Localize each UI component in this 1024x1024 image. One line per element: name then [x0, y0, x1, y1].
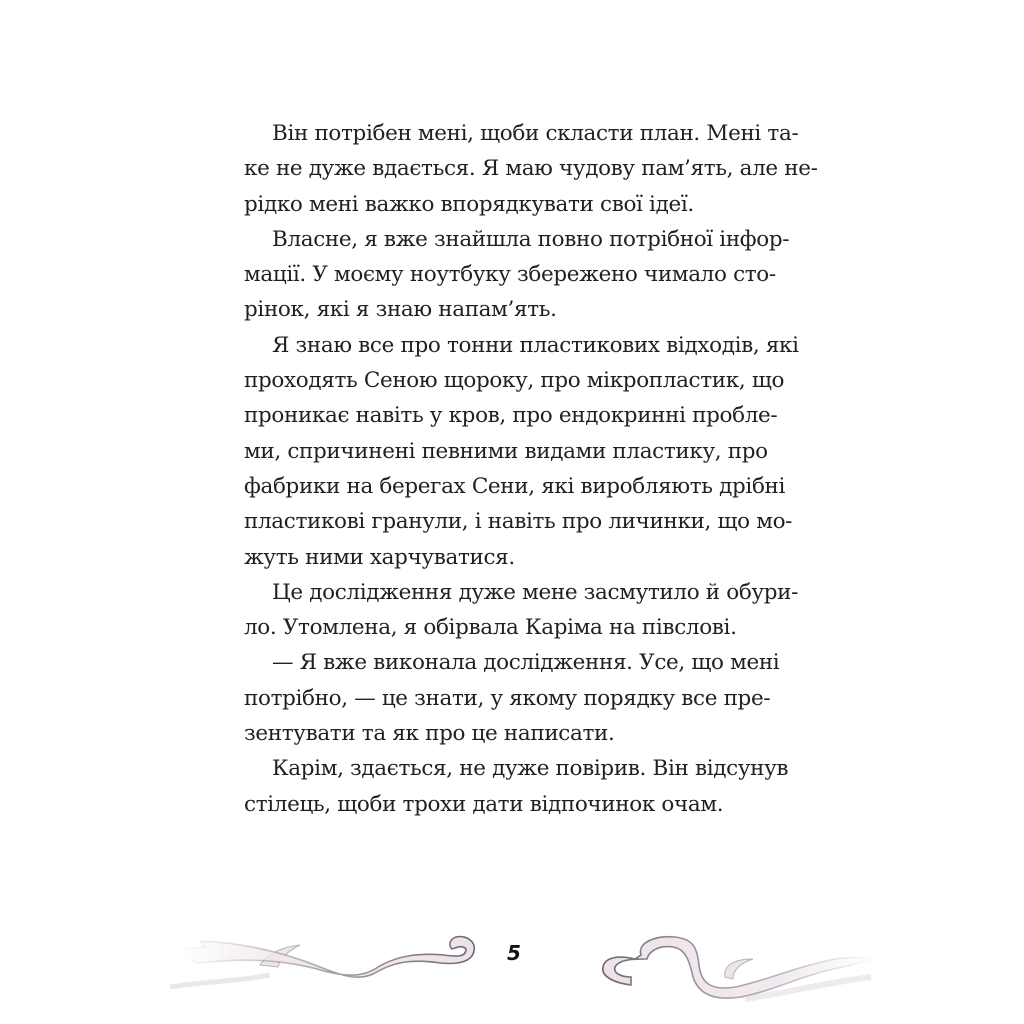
text-line: Він потрібен мені, щоби скласти план. Мені та-	[272, 121, 799, 146]
ribbon-swirl-right-icon	[575, 925, 875, 1005]
text-line: ло. Утомлена, я обірвала Каріма на півслові.	[244, 615, 737, 641]
text-line: Я знаю все про тонни пластикових відходів, які	[272, 332, 799, 358]
text-line: Це дослідження дуже мене засмутило й обури-	[272, 579, 799, 605]
page-footer	[0, 905, 1024, 1015]
page-number: 5	[507, 941, 521, 965]
text-line: пластикові гранули, і навіть про личинки, що мо-	[244, 509, 793, 535]
ribbon-swirl-left-icon	[160, 925, 490, 1005]
text-line: рінок, які я знаю напам’ять.	[244, 297, 557, 323]
text-line: проникає навіть у кров, про ендокринні пробле-	[244, 403, 778, 429]
text-line: фабрики на берегах Сени, які виробляють дрібні	[244, 473, 786, 499]
text-line: ми, спричинені певними видами пластику, про	[244, 438, 768, 464]
text-line: ке не дуже вдається. Я маю чудову пам’ять, але не-	[244, 156, 818, 182]
text-line: Власне, я вже знайшла повно потрібної інфор-	[272, 226, 790, 252]
text-line: мації. У моєму ноутбуку збережено чимало сто-	[244, 262, 776, 288]
text-line: жуть ними харчуватися.	[244, 544, 515, 570]
text-line: потрібно, — це знати, у якому порядку все пре-	[244, 685, 771, 711]
text-line: Карім, здається, не дуже повірив. Він відсунув	[272, 756, 789, 782]
text-line: — Я вже виконала дослідження. Усе, що мені	[272, 650, 780, 676]
text-line: рідко мені важко впорядкувати свої ідеї.	[244, 191, 694, 217]
body-text	[244, 116, 818, 822]
text-line: зентувати та як про це написати.	[244, 721, 615, 747]
text-line: проходять Сеною щороку, про мікропластик, що	[244, 368, 785, 394]
text-line: стілець, щоби трохи дати відпочинок очам.	[244, 791, 724, 817]
